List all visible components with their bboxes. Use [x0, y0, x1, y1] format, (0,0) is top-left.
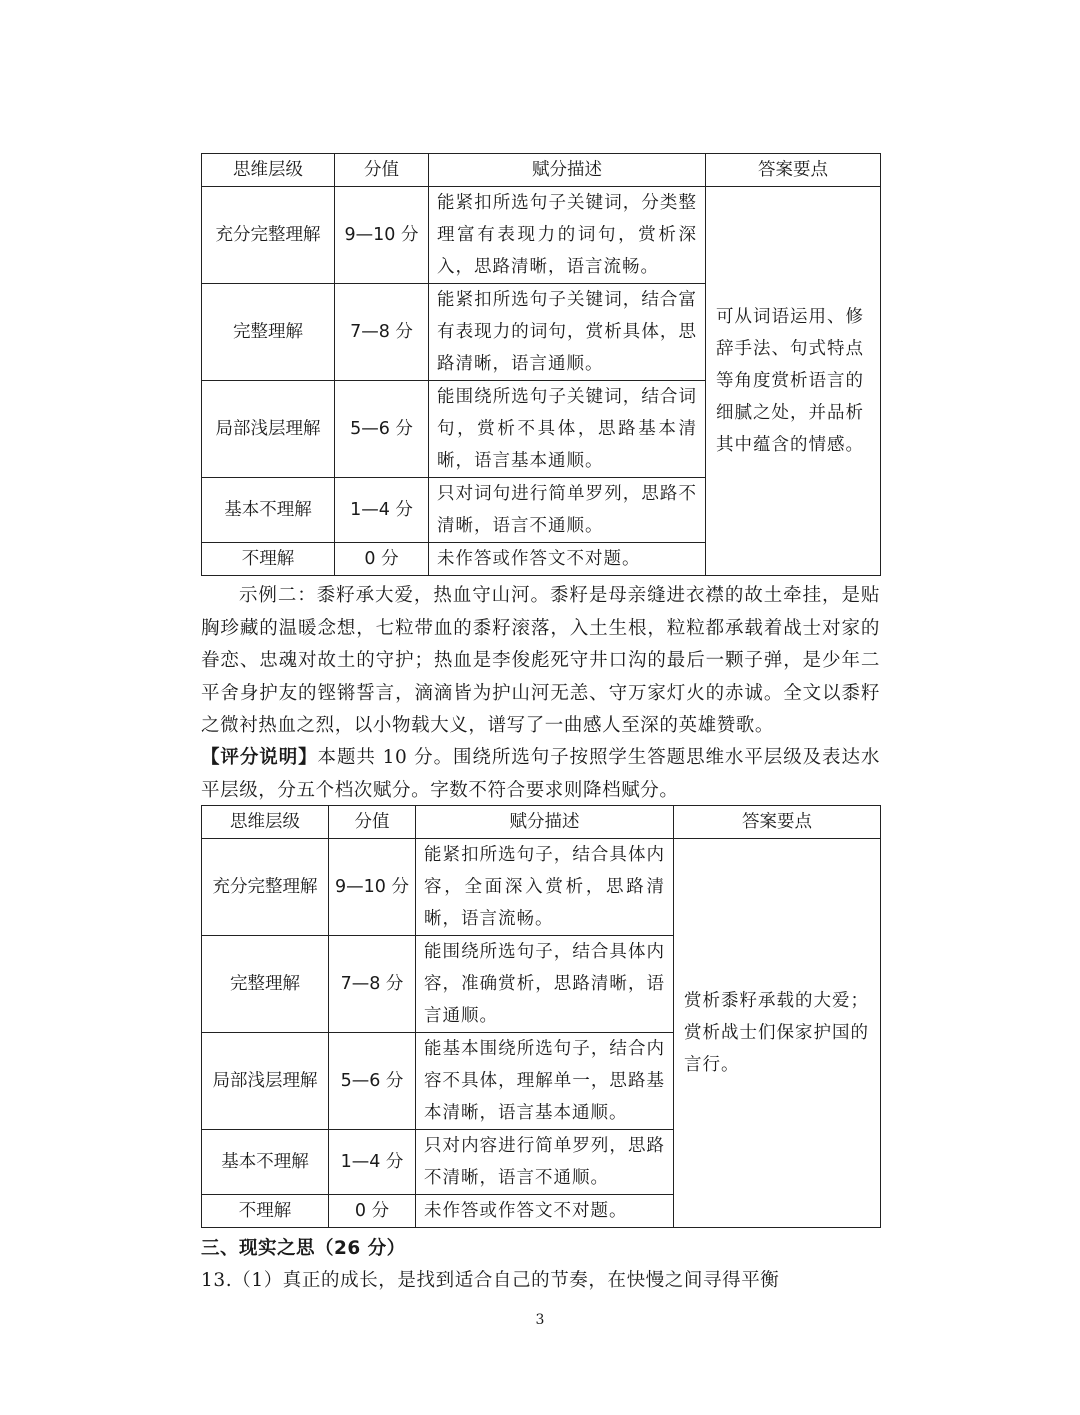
score-cell: 0 分	[329, 1195, 416, 1228]
scoring-note-text: 本题共 10 分。围绕所选句子按照学生答题思维水平层级及表达水平层级，分五个档次赋分。字数不符合要求则降档赋分。	[201, 747, 880, 801]
desc-cell: 未作答或作答文不对题。	[429, 543, 706, 576]
level-cell: 不理解	[202, 1195, 329, 1228]
score-cell: 9—10 分	[329, 839, 416, 936]
desc-cell: 只对内容进行简单罗列，思路不清晰，语言不通顺。	[416, 1130, 674, 1195]
score-cell: 5—6 分	[329, 1033, 416, 1130]
level-cell: 充分完整理解	[202, 839, 329, 936]
header-desc: 赋分描述	[429, 154, 706, 187]
page-number: 3	[535, 1312, 545, 1328]
desc-cell: 能紧扣所选句子关键词，分类整理富有表现力的词句，赏析深入，思路清晰，语言流畅。	[429, 187, 706, 284]
header-key: 答案要点	[674, 806, 881, 839]
table-header-row	[202, 154, 881, 187]
level-cell: 完整理解	[202, 936, 329, 1033]
score-cell: 0 分	[335, 543, 429, 576]
desc-cell: 能围绕所选句子关键词，结合词句，赏析不具体，思路基本清晰，语言基本通顺。	[429, 381, 706, 478]
scoring-table-2	[201, 805, 881, 1228]
level-cell: 充分完整理解	[202, 187, 335, 284]
score-cell: 7—8 分	[335, 284, 429, 381]
example-two-paragraph: 示例二：黍籽承大爱，热血守山河。黍籽是母亲缝进衣襟的故土牵挂，是贴胸珍藏的温暖念想，七粒带血的黍籽滚落，入土生根，粒粒都承载着战士对家的眷恋、忠魂对故土的守护；热血是李俊彪死守井口沟的最后一颗子弹，是少年二平舍身护友的铿锵誓言，滴滴皆为护山河无恙、守万家灯火的赤诚。全文以黍籽之微衬热血之烈，以小物载大义，谱写了一曲感人至深的英雄赞歌。	[201, 585, 880, 736]
question-13-text: 13.（1）真正的成长，是找到适合自己的节奏，在快慢之间寻得平衡	[201, 1270, 780, 1291]
level-cell: 完整理解	[202, 284, 335, 381]
level-cell: 局部浅层理解	[202, 381, 335, 478]
desc-cell: 能基本围绕所选句子，结合内容不具体，理解单一，思路基本清晰，语言基本通顺。	[416, 1033, 674, 1130]
header-key: 答案要点	[706, 154, 881, 187]
desc-cell: 能紧扣所选句子，结合具体内容，全面深入赏析，思路清晰，语言流畅。	[416, 839, 674, 936]
header-score: 分值	[335, 154, 429, 187]
key-points-cell: 赏析黍籽承载的大爱；赏析战士们保家护国的言行。	[674, 839, 881, 1228]
scoring-note	[201, 742, 880, 807]
header-score: 分值	[329, 806, 416, 839]
score-cell: 7—8 分	[329, 936, 416, 1033]
desc-cell: 能紧扣所选句子关键词，结合富有表现力的词句，赏析具体，思路清晰，语言通顺。	[429, 284, 706, 381]
score-cell: 9—10 分	[335, 187, 429, 284]
score-cell: 1—4 分	[329, 1130, 416, 1195]
scoring-note-label: 【评分说明】	[201, 747, 318, 768]
key-points-cell: 可从词语运用、修辞手法、句式特点等角度赏析语言的细腻之处，并品析其中蕴含的情感。	[706, 187, 881, 576]
section-three-heading: 三、现实之思（26 分）	[201, 1238, 406, 1259]
table-row	[202, 839, 881, 936]
table-row	[202, 187, 881, 284]
header-level: 思维层级	[202, 154, 335, 187]
header-desc: 赋分描述	[416, 806, 674, 839]
table-header-row	[202, 806, 881, 839]
header-level: 思维层级	[202, 806, 329, 839]
level-cell: 局部浅层理解	[202, 1033, 329, 1130]
level-cell: 基本不理解	[202, 1130, 329, 1195]
desc-cell: 未作答或作答文不对题。	[416, 1195, 674, 1228]
scoring-table-1	[201, 153, 881, 576]
score-cell: 1—4 分	[335, 478, 429, 543]
desc-cell: 能围绕所选句子，结合具体内容，准确赏析，思路清晰，语言通顺。	[416, 936, 674, 1033]
level-cell: 基本不理解	[202, 478, 335, 543]
level-cell: 不理解	[202, 543, 335, 576]
score-cell: 5—6 分	[335, 381, 429, 478]
desc-cell: 只对词句进行简单罗列，思路不清晰，语言不通顺。	[429, 478, 706, 543]
